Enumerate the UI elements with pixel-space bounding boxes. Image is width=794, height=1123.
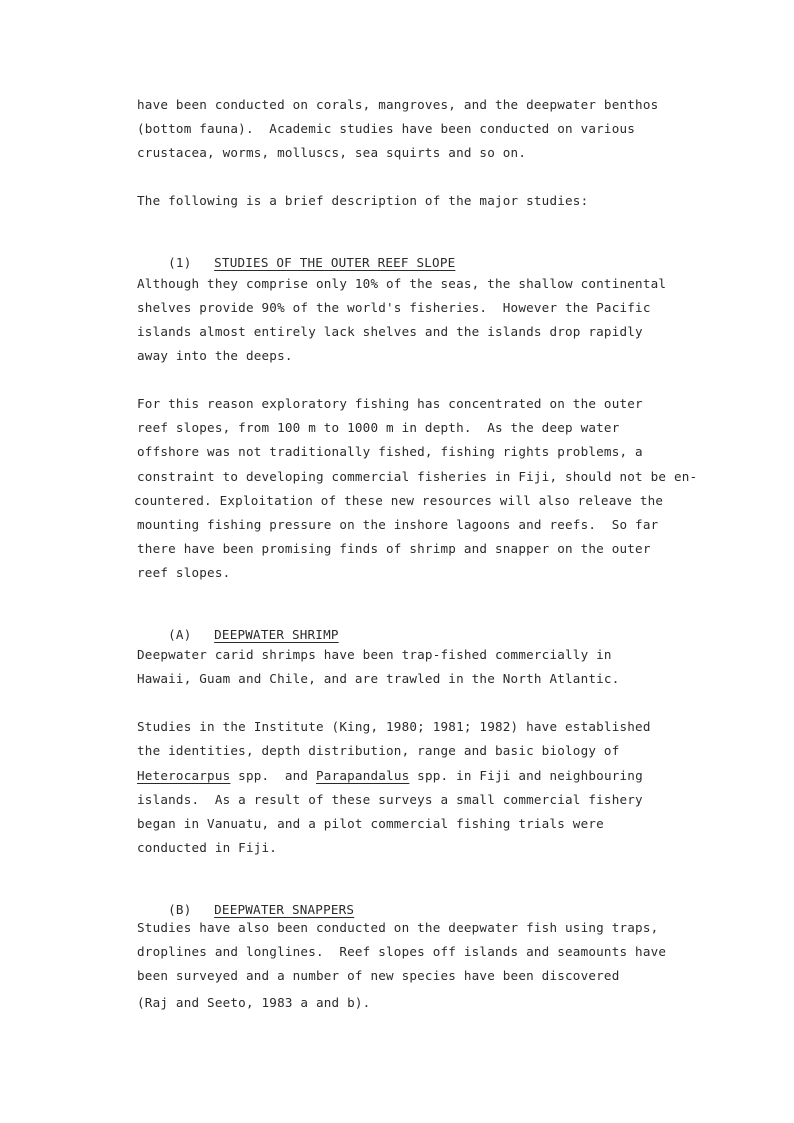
section-heading: DEEPWATER SHRIMP [214, 627, 339, 642]
intro-line-1: have been conducted on corals, mangroves, and the deepwater benthos [137, 97, 659, 112]
lead-in-text: The following is a brief description of the major studies: [137, 193, 589, 208]
paragraph-line: islands almost entirely lack shelves and the islands drop rapidly [137, 324, 643, 339]
section-label: (A) [168, 627, 192, 642]
intro-line-3: crustacea, worms, molluscs, sea squirts and so on. [137, 145, 527, 160]
paragraph-line: Although they comprise only 10% of the seas, the shallow continental [137, 276, 667, 291]
paragraph-line: countered. Exploitation of these new resources will also releave the [134, 493, 664, 508]
genus-name: Heterocarpus [137, 768, 231, 783]
paragraph-line: Hawaii, Guam and Chile, and are trawled in the North Atlantic. [137, 671, 620, 686]
paragraph-line: For this reason exploratory fishing has concentrated on the outer [137, 396, 643, 411]
paragraph-line: shelves provide 90% of the world's fisheries. However the Pacific [137, 300, 651, 315]
paragraph-line: been surveyed and a number of new species have been discovered [137, 968, 620, 983]
paragraph-line: constraint to developing commercial fisheries in Fiji, should not be en- [137, 469, 698, 484]
paragraph-line: Studies in the Institute (King, 1980; 1981; 1982) have established [137, 719, 651, 734]
section-heading: STUDIES OF THE OUTER REEF SLOPE [214, 255, 456, 270]
paragraph-line: droplines and longlines. Reef slopes off islands and seamounts have [137, 944, 667, 959]
paragraph-line: mounting fishing pressure on the inshore lagoons and reefs. So far [137, 517, 659, 532]
paragraph-line: (Raj and Seeto, 1983 a and b). [137, 995, 371, 1010]
section-number: (1) [168, 255, 192, 270]
text-fragment: spp. and [230, 768, 316, 783]
paragraph-line: there have been promising finds of shrimp and snapper on the outer [137, 541, 651, 556]
genus-name: Parapandalus [316, 768, 410, 783]
paragraph-line: islands. As a result of these surveys a small commercial fishery [137, 792, 643, 807]
paragraph-line: offshore was not traditionally fished, fishing rights problems, a [137, 444, 643, 459]
paragraph-line: the identities, depth distribution, range and basic biology of [137, 743, 620, 758]
paragraph-line: Deepwater carid shrimps have been trap-fished commercially in [137, 647, 612, 662]
paragraph-line: Studies have also been conducted on the deepwater fish using traps, [137, 920, 659, 935]
section-label: (B) [168, 902, 192, 917]
intro-line-2: (bottom fauna). Academic studies have been conducted on various [137, 121, 636, 136]
paragraph-line-with-genera [137, 769, 643, 783]
section-heading: DEEPWATER SNAPPERS [214, 902, 355, 917]
paragraph-line: reef slopes, from 100 m to 1000 m in depth. As the deep water [137, 420, 620, 435]
paragraph-line: began in Vanuatu, and a pilot commercial fishing trials were [137, 816, 604, 831]
paragraph-line: conducted in Fiji. [137, 840, 278, 855]
paragraph-line: reef slopes. [137, 565, 231, 580]
text-fragment: spp. in Fiji and neighbouring [409, 768, 643, 783]
paragraph-line: away into the deeps. [137, 348, 293, 363]
